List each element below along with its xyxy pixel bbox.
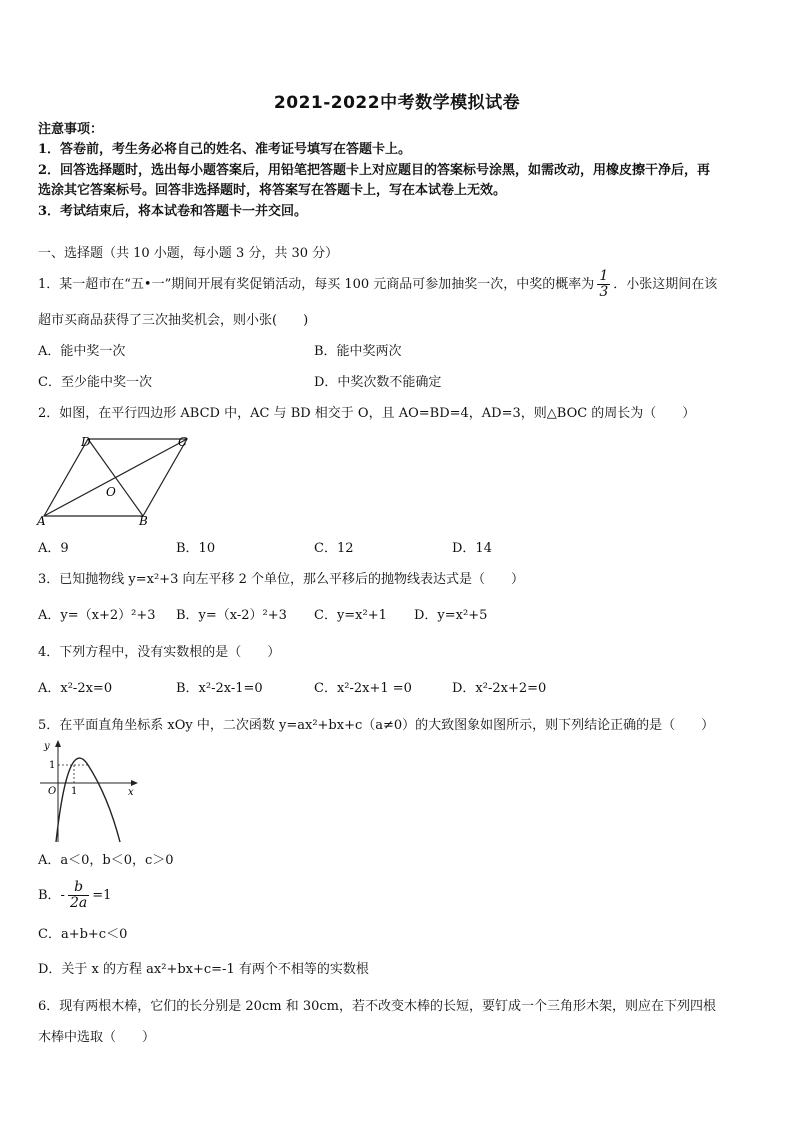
q5-option-b[interactable] [38, 878, 111, 914]
notice-line-1: 1．答卷前，考生务必将自己的姓名、准考证号填写在答题卡上。 [38, 142, 412, 157]
diagonal-bd [88, 439, 143, 516]
y-tick-label-1: 1 [49, 760, 56, 771]
q5-option-c[interactable]: C．a+b+c＜0 [38, 927, 128, 942]
q3-option-c[interactable]: C．y=x²+1 [314, 608, 387, 623]
question-5-text: 5．在平面直角坐标系 xOy 中，二次函数 y=ax²+bx+c（a≠0）的大致图象如图所示，则下列结论正确的是（ ） [38, 718, 715, 733]
y-axis-label: y [44, 741, 50, 752]
q1-option-a[interactable]: A．能中奖一次 [38, 344, 126, 359]
q4-option-c[interactable]: C．x²-2x+1 =0 [314, 681, 412, 696]
y-axis-arrow [55, 740, 61, 747]
q4-option-a[interactable]: A．x²-2x=0 [38, 681, 113, 696]
q5-option-b-prefix: B．- [38, 888, 65, 903]
origin-label: O [48, 786, 57, 797]
question-1-text: 1．某一超市在“五•一”期间开展有奖促销活动，每买 100 元商品可参加抽奖一次，中奖的概率为 [38, 277, 595, 292]
vertex-label-c: C [178, 435, 188, 449]
q3-option-d[interactable]: D．y=x²+5 [414, 608, 488, 623]
parabola-figure [36, 738, 140, 844]
q5-option-d[interactable]: D．关于 x 的方程 ax²+bx+c=-1 有两个不相等的实数根 [38, 962, 369, 977]
q5-option-b-suffix: =1 [92, 888, 112, 903]
x-axis-label: x [128, 787, 134, 798]
parallelogram-figure [36, 430, 196, 530]
question-4-text: 4．下列方程中，没有实数根的是（ ） [38, 645, 281, 660]
q2-option-d[interactable]: D．14 [452, 541, 492, 556]
question-1-line-1 [38, 268, 717, 302]
q2-option-b[interactable]: B．10 [176, 541, 216, 556]
question-6-line-1: 6．现有两根木棒，它们的长分别是 20cm 和 30cm，若不改变木棒的长短，要钉成一个三角形木架，则应在下列四根 [38, 999, 716, 1014]
x-tick-label-1: 1 [71, 786, 78, 797]
intersection-label-o: O [106, 485, 116, 499]
notice-line-2a: 2．回答选择题时，选出每小题答案后，用铅笔把答题卡上对应题目的答案标号涂黑，如需改动，用橡皮擦干净后，再 [38, 163, 711, 178]
parabola-curve [56, 758, 120, 842]
page-title: 2021-2022中考数学模拟试卷 [273, 93, 521, 113]
q5-option-a[interactable]: A．a＜0，b＜0，c＞0 [38, 853, 174, 868]
q5-option-b-fraction [68, 880, 89, 911]
q1-option-c[interactable]: C．至少能中奖一次 [38, 375, 152, 390]
x-axis-arrow [131, 780, 138, 786]
fraction-numerator: b [74, 879, 84, 895]
vertex-label-b: B [139, 514, 148, 528]
q1-option-d[interactable]: D．中奖次数不能确定 [314, 375, 442, 390]
notice-line-3: 3．考试结束后，将本试卷和答题卡一并交回。 [38, 204, 308, 219]
question-1-line-2: 超市买商品获得了三次抽奖机会，则小张( ) [38, 313, 309, 328]
q4-option-d[interactable]: D．x²-2x+2=0 [452, 681, 547, 696]
notice-line-2b: 选涂其它答案标号。回答非选择题时，将答案写在答题卡上，写在本试卷上无效。 [38, 183, 507, 198]
question-6-line-2: 木棒中选取（ ） [38, 1030, 156, 1045]
section-heading: 一、选择题（共 10 小题，每小题 3 分，共 30 分） [38, 246, 339, 261]
question-3-text: 3．已知抛物线 y=x²+3 向左平移 2 个单位，那么平移后的抛物线表达式是（ ） [38, 572, 525, 587]
probability-fraction [597, 269, 610, 300]
vertex-label-a: A [37, 514, 46, 528]
fraction-denominator: 2a [69, 895, 88, 911]
fraction-numerator: 1 [599, 268, 609, 284]
q1-option-b[interactable]: B．能中奖两次 [314, 344, 402, 359]
q3-option-a[interactable]: A．y=（x+2）²+3 [38, 608, 156, 623]
q3-option-b[interactable]: B．y=（x-2）²+3 [176, 608, 287, 623]
notice-heading: 注意事项： [38, 122, 104, 137]
question-1-text-cont: ．小张这期间在该 [613, 277, 718, 292]
q4-option-b[interactable]: B．x²-2x-1=0 [176, 681, 263, 696]
vertex-label-d: D [81, 435, 91, 449]
fraction-denominator: 3 [599, 284, 609, 300]
q2-option-c[interactable]: C．12 [314, 541, 354, 556]
q2-option-a[interactable]: A．9 [38, 541, 69, 556]
question-2-text: 2．如图，在平行四边形 ABCD 中，AC 与 BD 相交于 O，且 AO=BD=4，AD=3，则△BOC 的周长为（ ） [38, 406, 696, 421]
